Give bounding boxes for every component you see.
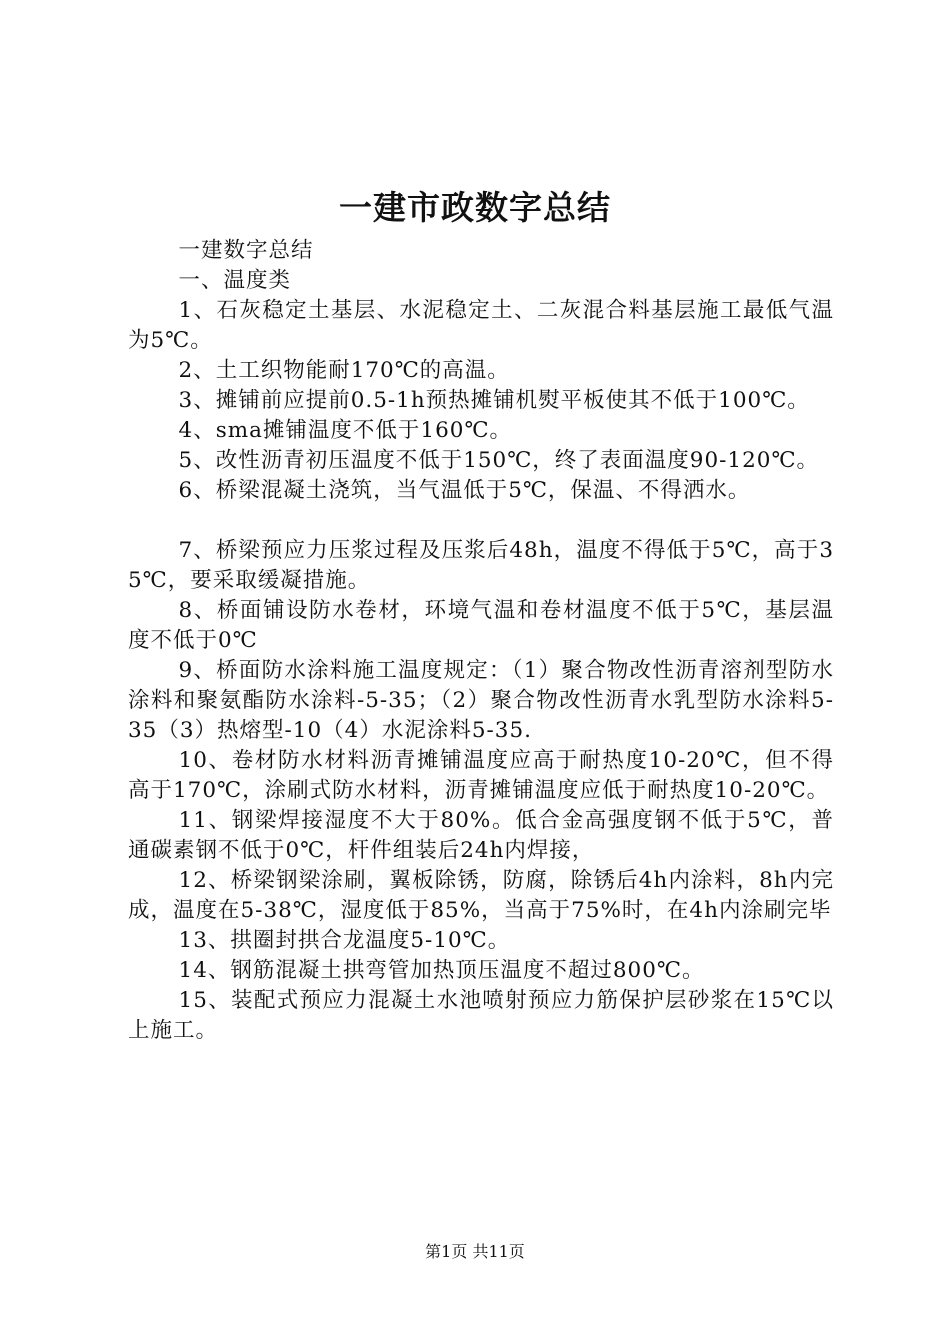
- paragraph-item-14: 14、钢筋混凝土拱弯管加热顶压温度不超过800℃。: [178, 958, 705, 983]
- paragraph-item-7: 7、桥梁预应力压浆过程及压浆后48h，温度不得低于5℃，高于35℃，要采取缓凝措施。: [128, 538, 834, 593]
- paragraph-item-8: 8、桥面铺设防水卷材，环境气温和卷材温度不低于5℃，基层温度不低于0℃: [128, 598, 834, 653]
- paragraph-item-11: 11、钢梁焊接湿度不大于80%。低合金高强度钢不低于5℃，普通碳素钢不低于0℃，杆件组装后24h内焊接，: [128, 808, 834, 863]
- paragraph-item-1: 1、石灰稳定土基层、水泥稳定土、二灰混合料基层施工最低气温为5℃。: [128, 298, 834, 353]
- paragraph-item-2: 2、土工织物能耐170℃的高温。: [178, 358, 510, 383]
- paragraph-item-12: 12、桥梁钢梁涂刷，翼板除锈，防腐，除锈后4h内涂料，8h内完成，温度在5-38℃，湿度低于85%，当高于75%时，在4h内涂刷完毕: [128, 868, 834, 923]
- document-body: [128, 236, 834, 1046]
- paragraph-item-9: 9、桥面防水涂料施工温度规定：（1）聚合物改性沥青溶剂型防水涂料和聚氨酯防水涂料-5-35；（2）聚合物改性沥青水乳型防水涂料5-35（3）热熔型-10（4）水泥涂料5-35.: [128, 658, 834, 743]
- paragraph-item-10: 10、卷材防水材料沥青摊铺温度应高于耐热度10-20℃，但不得高于170℃，涂刷式防水材料，沥青摊铺温度应低于耐热度10-20℃。: [128, 748, 834, 803]
- paragraph-item-5: 5、改性沥青初压温度不低于150℃，终了表面温度90-120℃。: [178, 448, 819, 473]
- paragraph-section-heading: 一、温度类: [178, 268, 292, 293]
- paragraph-item-13: 13、拱圈封拱合龙温度5-10℃。: [178, 928, 511, 953]
- paragraph-item-4: 4、sma摊铺温度不低于160℃。: [178, 418, 513, 443]
- paragraph-item-15: 15、装配式预应力混凝土水池喷射预应力筋保护层砂浆在15℃以上施工。: [128, 988, 834, 1043]
- paragraph-item-6: 6、桥梁混凝土浇筑，当气温低于5℃，保温、不得洒水。: [178, 478, 751, 503]
- page-footer: 第1页 共11页: [425, 1242, 525, 1261]
- document-title: 一建市政数字总结: [339, 188, 611, 227]
- paragraph-item-3: 3、摊铺前应提前0.5-1h预热摊铺机熨平板使其不低于100℃。: [178, 388, 810, 413]
- paragraph-subtitle: 一建数字总结: [178, 238, 314, 263]
